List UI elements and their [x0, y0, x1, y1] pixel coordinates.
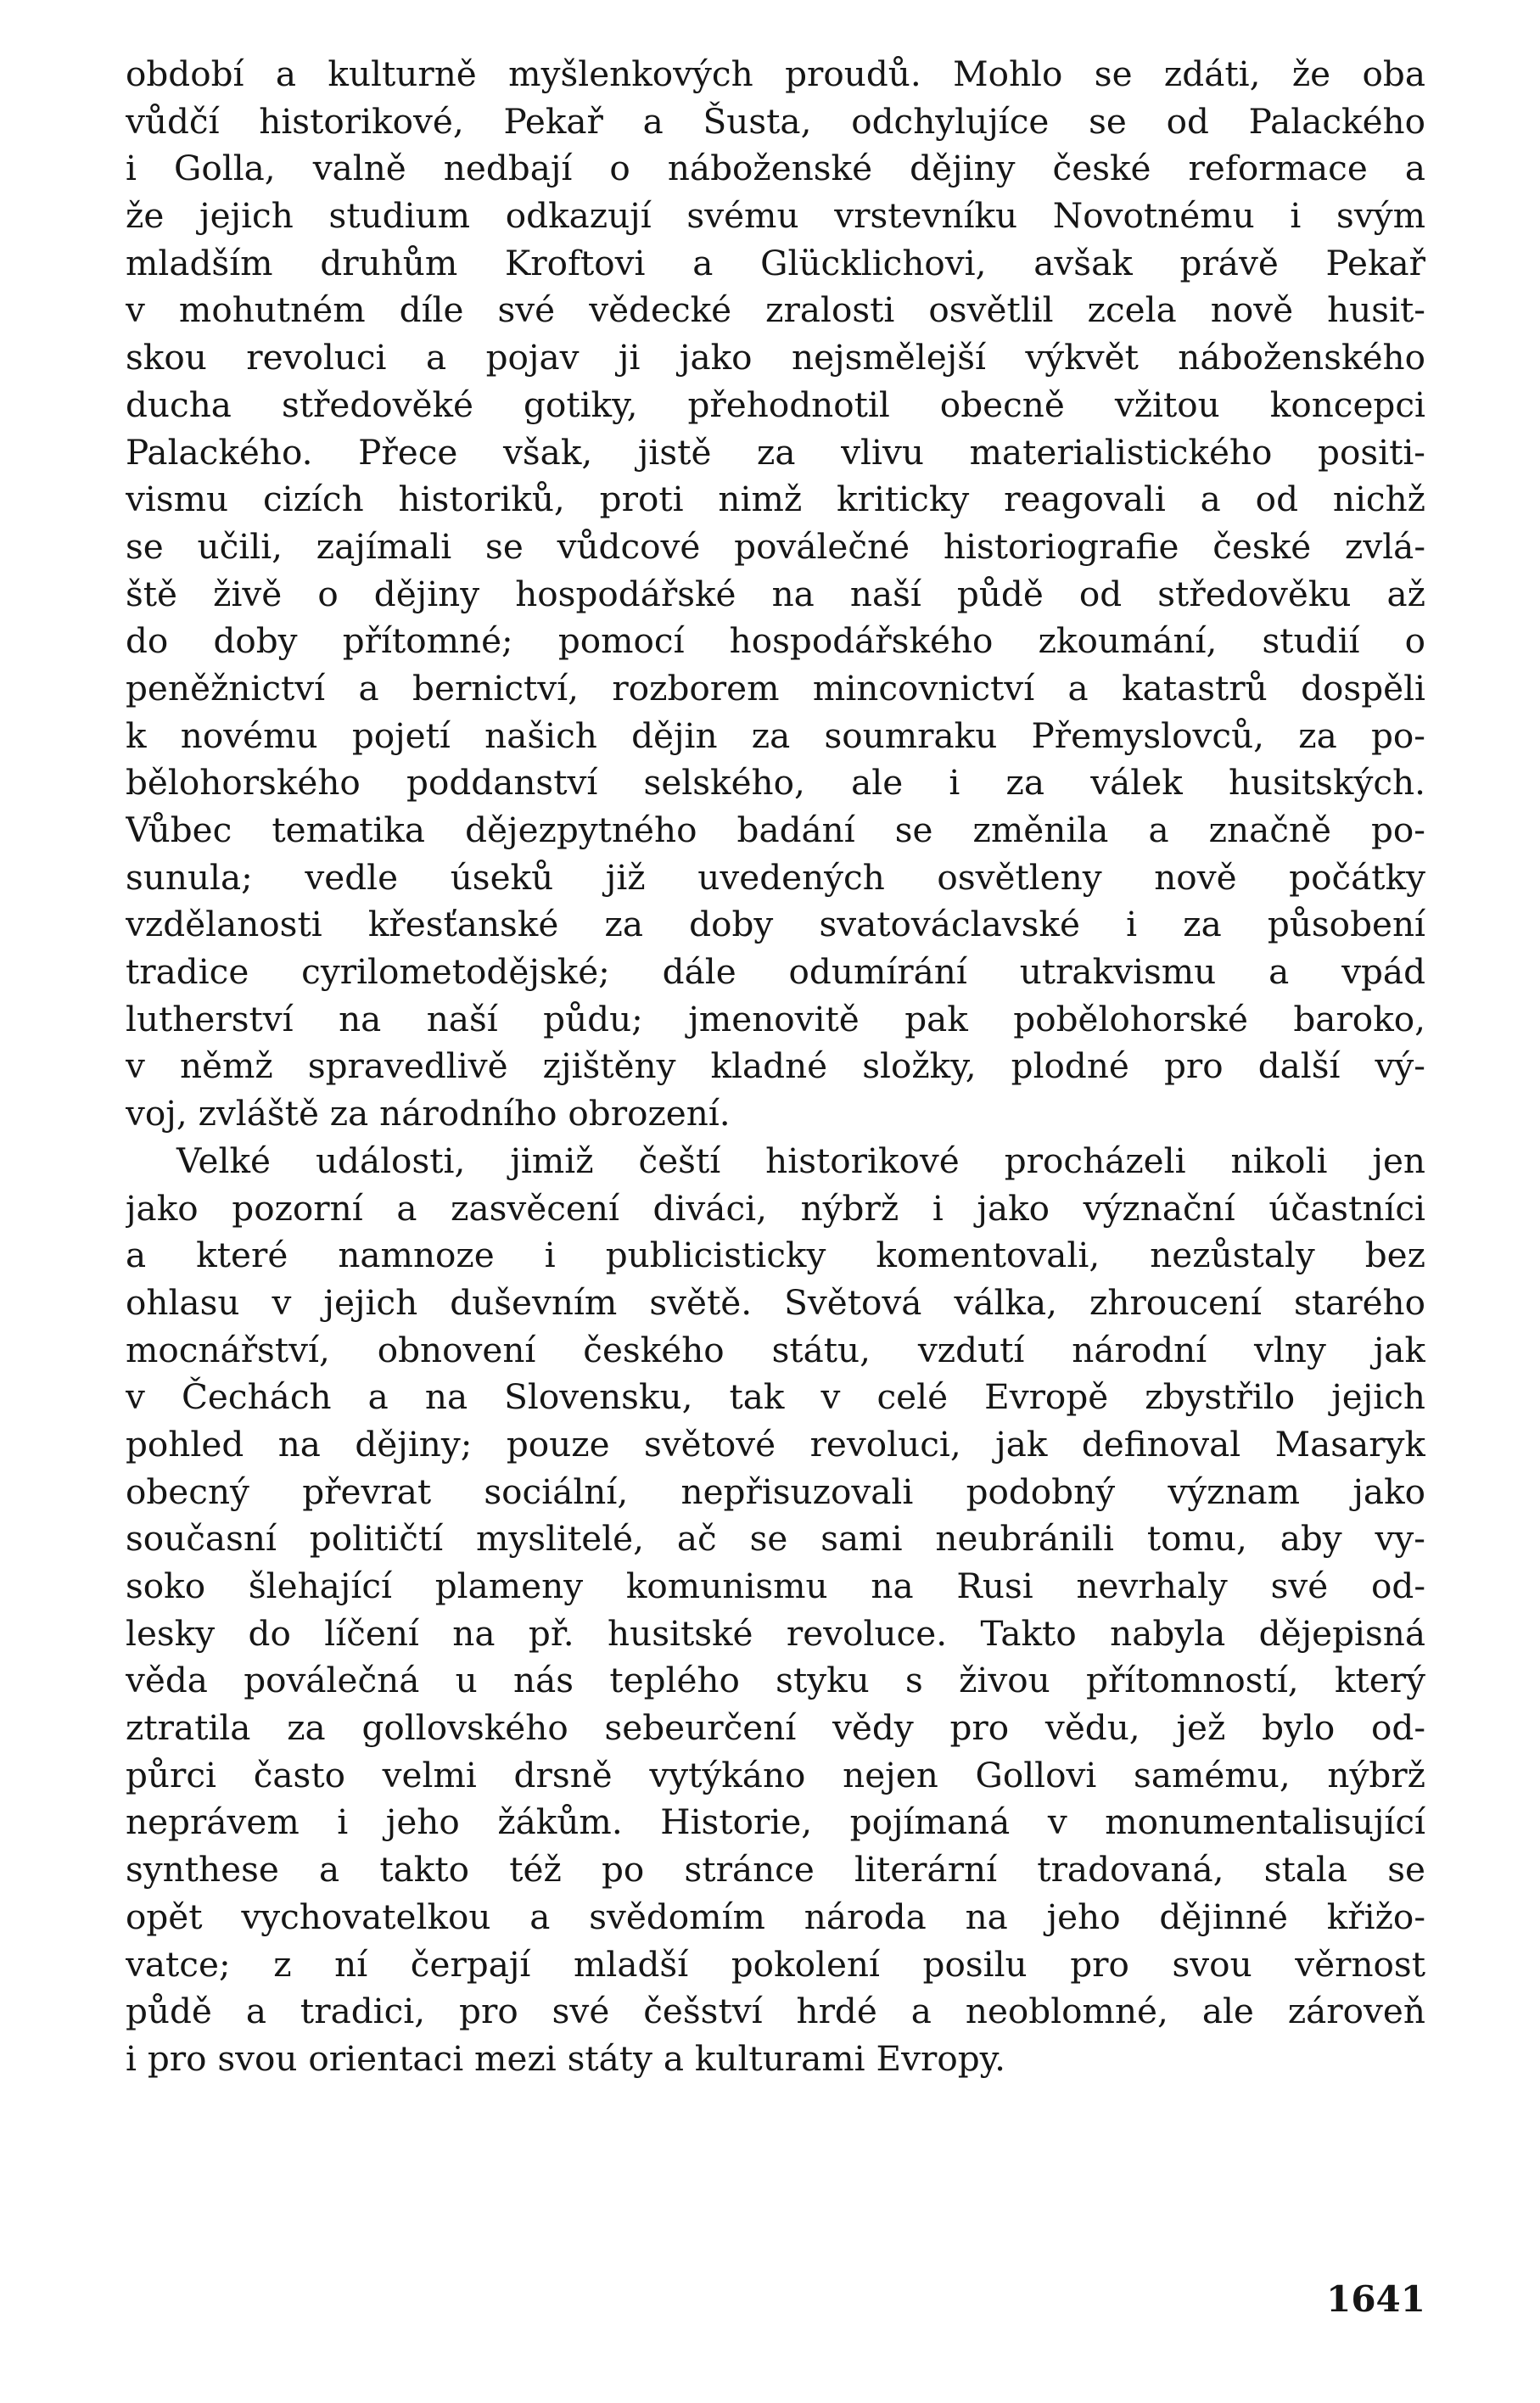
text-line: pohled na dějiny; pouze světové revoluci, jak definoval Masaryk — [126, 1423, 1425, 1465]
text-line: do doby přítomné; pomocí hospodářského zkoumání, studií o — [126, 620, 1425, 662]
text-line: mladším druhům Kroftovi a Glücklichovi, avšak právě Pekař — [126, 242, 1425, 283]
text-line: a které namnoze i publicisticky komentovali, nezůstaly bez — [126, 1235, 1425, 1276]
text-line: období a kulturně myšlenkových proudů. Mohlo se zdáti, že oba — [126, 53, 1425, 94]
text-line: sunula; vedle úseků již uvedených osvětleny nově počátky — [126, 856, 1425, 898]
text-line: bělohorského poddanství selského, ale i za válek husitských. — [126, 762, 1425, 804]
text-line: vatce; z ní čerpají mladší pokolení posilu pro svou věrnost — [126, 1943, 1425, 1985]
text-line: mocnářství, obnovení českého státu, vzdutí národní vlny jak — [126, 1329, 1425, 1370]
text-line: lesky do líčení na př. husitské revoluce. Takto nabyla dějepisná — [126, 1612, 1425, 1654]
text-line: věda poválečná u nás teplého styku s živou přítomností, který — [126, 1660, 1425, 1701]
paragraph — [126, 51, 1425, 1138]
text-line: i Golla, valně nedbají o náboženské dějiny české reformace a — [126, 148, 1425, 189]
text-line: vismu cizích historiků, proti nimž kriticky reagovali a od nichž — [126, 479, 1425, 520]
text-line: v němž spravedlivě zjištěny kladné složky, plodné pro další vý- — [126, 1045, 1425, 1087]
text-line: skou revoluci a pojav ji jako nejsmělejší výkvět náboženského — [126, 337, 1425, 378]
text-line: ště živě o dějiny hospodářské na naší půdě od středověku až — [126, 573, 1425, 614]
text-line: peněžnictví a bernictví, rozborem mincovnictví a katastrů dospěli — [126, 667, 1425, 709]
text-line: opět vychovatelkou a svědomím národa na jeho dějinné křižo- — [126, 1896, 1425, 1937]
text-line: synthese a takto též po stránce literární tradovaná, stala se — [126, 1849, 1425, 1890]
text-line: soko šlehající plameny komunismu na Rusi nevrhaly své od- — [126, 1566, 1425, 1606]
text-line: se učili, zajímali se vůdcové poválečné historiografie české zvlá- — [126, 525, 1425, 567]
text-line: i pro svou orientaci mezi státy a kulturami Evropy. — [126, 2037, 1006, 2079]
text-line: Velké události, jimiž čeští historikové procházeli nikoli jen — [176, 1140, 1425, 1181]
text-line: v Čechách a na Slovensku, tak v celé Evropě zbystřilo jejich — [126, 1376, 1425, 1418]
text-line: k novému pojetí našich dějin za soumraku Přemyslovců, za po- — [126, 714, 1425, 756]
text-line: vzdělanosti křesťanské za doby svatováclavské i za působení — [126, 904, 1425, 945]
text-line: jako pozorní a zasvěcení diváci, nýbrž i jako význační účastníci — [126, 1187, 1425, 1229]
text-line: ohlasu v jejich duševním světě. Světová válka, zhroucení starého — [126, 1281, 1425, 1323]
page-number: 1641 — [1326, 2278, 1425, 2320]
text-line: Palackého. Přece však, jistě za vlivu materialistického positi- — [126, 431, 1425, 473]
text-line: tradice cyrilometodějské; dále odumírání utrakvismu a vpád — [126, 951, 1425, 993]
text-line: ztratila za gollovského sebeurčení vědy pro vědu, jež bylo od- — [126, 1707, 1425, 1749]
text-line: půdě a tradici, pro své češství hrdé a neoblomné, ale zároveň — [126, 1991, 1425, 2032]
text-line: Vůbec tematika dějezpytného badání se změnila a značně po- — [126, 809, 1425, 850]
body-text — [126, 51, 1425, 2083]
paragraph — [126, 1138, 1425, 2083]
text-line: v mohutném díle své vědecké zralosti osvětlil zcela nově husit- — [126, 289, 1425, 331]
text-line: obecný převrat sociální, nepřisuzovali podobný význam jako — [126, 1470, 1425, 1512]
text-line: že jejich studium odkazují svému vrstevníku Novotnému i svým — [126, 195, 1425, 237]
text-line: půrci často velmi drsně vytýkáno nejen Gollovi samému, nýbrž — [126, 1754, 1425, 1795]
text-line: voj, zvláště za národního obrození. — [126, 1093, 731, 1134]
text-line: lutherství na naší půdu; jmenovitě pak pobělohorské baroko, — [126, 998, 1425, 1039]
text-line: neprávem i jeho žákům. Historie, pojímaná v monumentalisující — [126, 1801, 1425, 1843]
text-line: současní političtí myslitelé, ač se sami neubránili tomu, aby vy- — [126, 1518, 1425, 1560]
text-line: ducha středověké gotiky, přehodnotil obecně vžitou koncepci — [126, 384, 1425, 425]
text-line: vůdčí historikové, Pekař a Šusta, odchylujíce se od Palackého — [126, 100, 1425, 142]
